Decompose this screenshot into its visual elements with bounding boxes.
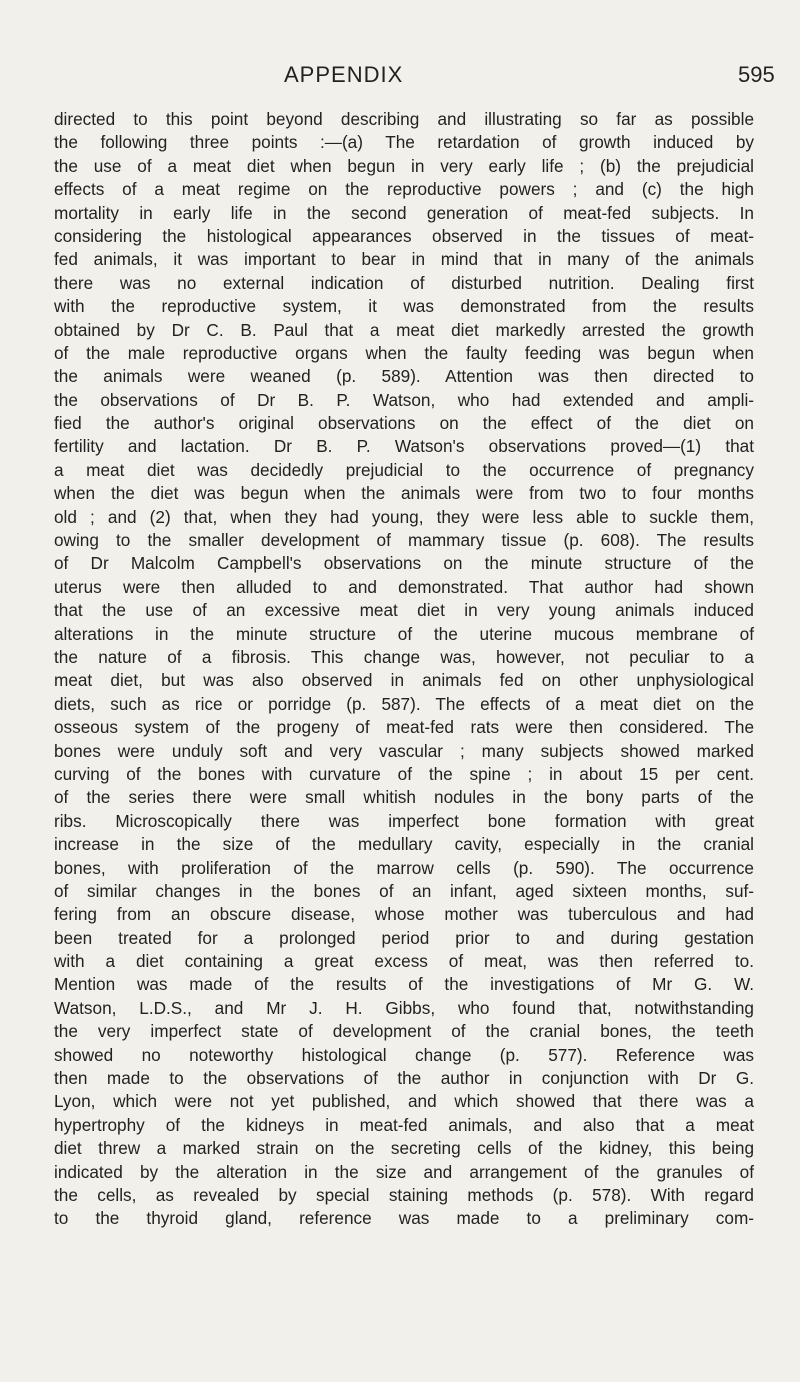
text-line: owing to the smaller development of mammary tissue (p. 608). The results <box>54 530 754 551</box>
text-line: fed animals, it was important to bear in mind that in many of the animals <box>54 249 754 270</box>
text-line: obtained by Dr C. B. Paul that a meat diet markedly arrested the growth <box>54 319 754 340</box>
text-line: with the reproductive system, it was demonstrated from the results <box>54 296 754 317</box>
text-line: of Dr Malcolm Campbell's observations on the minute structure of the <box>54 553 754 574</box>
text-line: directed to this point beyond describing and illustrating so far as possible <box>54 109 754 129</box>
text-line: meat diet, but was also observed in animals fed on other unphysiological <box>54 670 754 691</box>
text-line: diet threw a marked strain on the secreting cells of the kidney, this being <box>54 1138 754 1159</box>
text-line: a meat diet was decidedly prejudicial to the occurrence of pregnancy <box>54 459 754 480</box>
text-line: showed no noteworthy histological change (p. 577). Reference was <box>54 1044 754 1065</box>
text-line: diets, such as rice or porridge (p. 587). The effects of a meat diet on the <box>54 693 754 714</box>
text-line: old ; and (2) that, when they had young, they were less able to suckle them, <box>54 506 754 527</box>
text-line: then made to the observations of the author in conjunction with Dr G. <box>54 1068 754 1089</box>
text-line: increase in the size of the medullary cavity, especially in the cranial <box>54 834 754 855</box>
text-line: fertility and lactation. Dr B. P. Watson's observations proved—(1) that <box>54 436 754 457</box>
running-head-title: APPENDIX <box>284 62 404 87</box>
body-paragraph <box>54 108 754 1231</box>
text-line: the observations of Dr B. P. Watson, who had extended and ampli- <box>54 389 754 410</box>
text-line: mortality in early life in the second generation of meat-fed subjects. In <box>54 202 754 223</box>
text-line: effects of a meat regime on the reproductive powers ; and (c) the high <box>54 179 754 200</box>
text-line: of similar changes in the bones of an infant, aged sixteen months, suf- <box>54 880 754 901</box>
text-line: to the thyroid gland, reference was made to a preliminary com- <box>54 1208 754 1229</box>
text-line: bones, with proliferation of the marrow cells (p. 590). The occurrence <box>54 857 754 878</box>
text-line: Watson, L.D.S., and Mr J. H. Gibbs, who found that, notwithstanding <box>54 997 754 1018</box>
text-line: when the diet was begun when the animals were from two to four months <box>54 483 754 504</box>
page-number: 595 <box>738 62 775 87</box>
running-head <box>0 62 800 92</box>
text-line: curving of the bones with curvature of the spine ; in about 15 per cent. <box>54 763 754 784</box>
text-line: fering from an obscure disease, whose mother was tuberculous and had <box>54 904 754 925</box>
text-line: Lyon, which were not yet published, and which showed that there was a <box>54 1091 754 1112</box>
text-line: alterations in the minute structure of the uterine mucous membrane of <box>54 623 754 644</box>
text-line: the following three points :—(a) The retardation of growth induced by <box>54 132 754 153</box>
text-line: the cells, as revealed by special staining methods (p. 578). With regard <box>54 1184 754 1205</box>
text-line: fied the author's original observations on the effect of the diet on <box>54 413 754 434</box>
text-line: there was no external indication of disturbed nutrition. Dealing first <box>54 272 754 293</box>
text-line: uterus were then alluded to and demonstrated. That author had shown <box>54 576 754 597</box>
text-line: of the series there were small whitish nodules in the bony parts of the <box>54 787 754 808</box>
text-line: bones were unduly soft and very vascular ; many subjects showed marked <box>54 740 754 761</box>
text-line: the use of a meat diet when begun in very early life ; (b) the prejudicial <box>54 155 754 176</box>
text-line: that the use of an excessive meat diet in very young animals induced <box>54 600 754 621</box>
text-line: with a diet containing a great excess of meat, was then referred to. <box>54 951 754 972</box>
text-line: osseous system of the progeny of meat-fed rats were then considered. The <box>54 717 754 738</box>
text-line: ribs. Microscopically there was imperfect bone formation with great <box>54 810 754 831</box>
text-line: the very imperfect state of development of the cranial bones, the teeth <box>54 1021 754 1042</box>
text-line: indicated by the alteration in the size and arrangement of the granules of <box>54 1161 754 1182</box>
text-line: of the male reproductive organs when the faulty feeding was begun when <box>54 342 754 363</box>
text-line: the nature of a fibrosis. This change was, however, not peculiar to a <box>54 646 754 667</box>
text-line: hypertrophy of the kidneys in meat-fed animals, and also that a meat <box>54 1114 754 1135</box>
text-line: Mention was made of the results of the investigations of Mr G. W. <box>54 974 754 995</box>
text-line: been treated for a prolonged period prior to and during gestation <box>54 927 754 948</box>
text-line: the animals were weaned (p. 589). Attention was then directed to <box>54 366 754 387</box>
text-line: considering the histological appearances observed in the tissues of meat- <box>54 225 754 246</box>
